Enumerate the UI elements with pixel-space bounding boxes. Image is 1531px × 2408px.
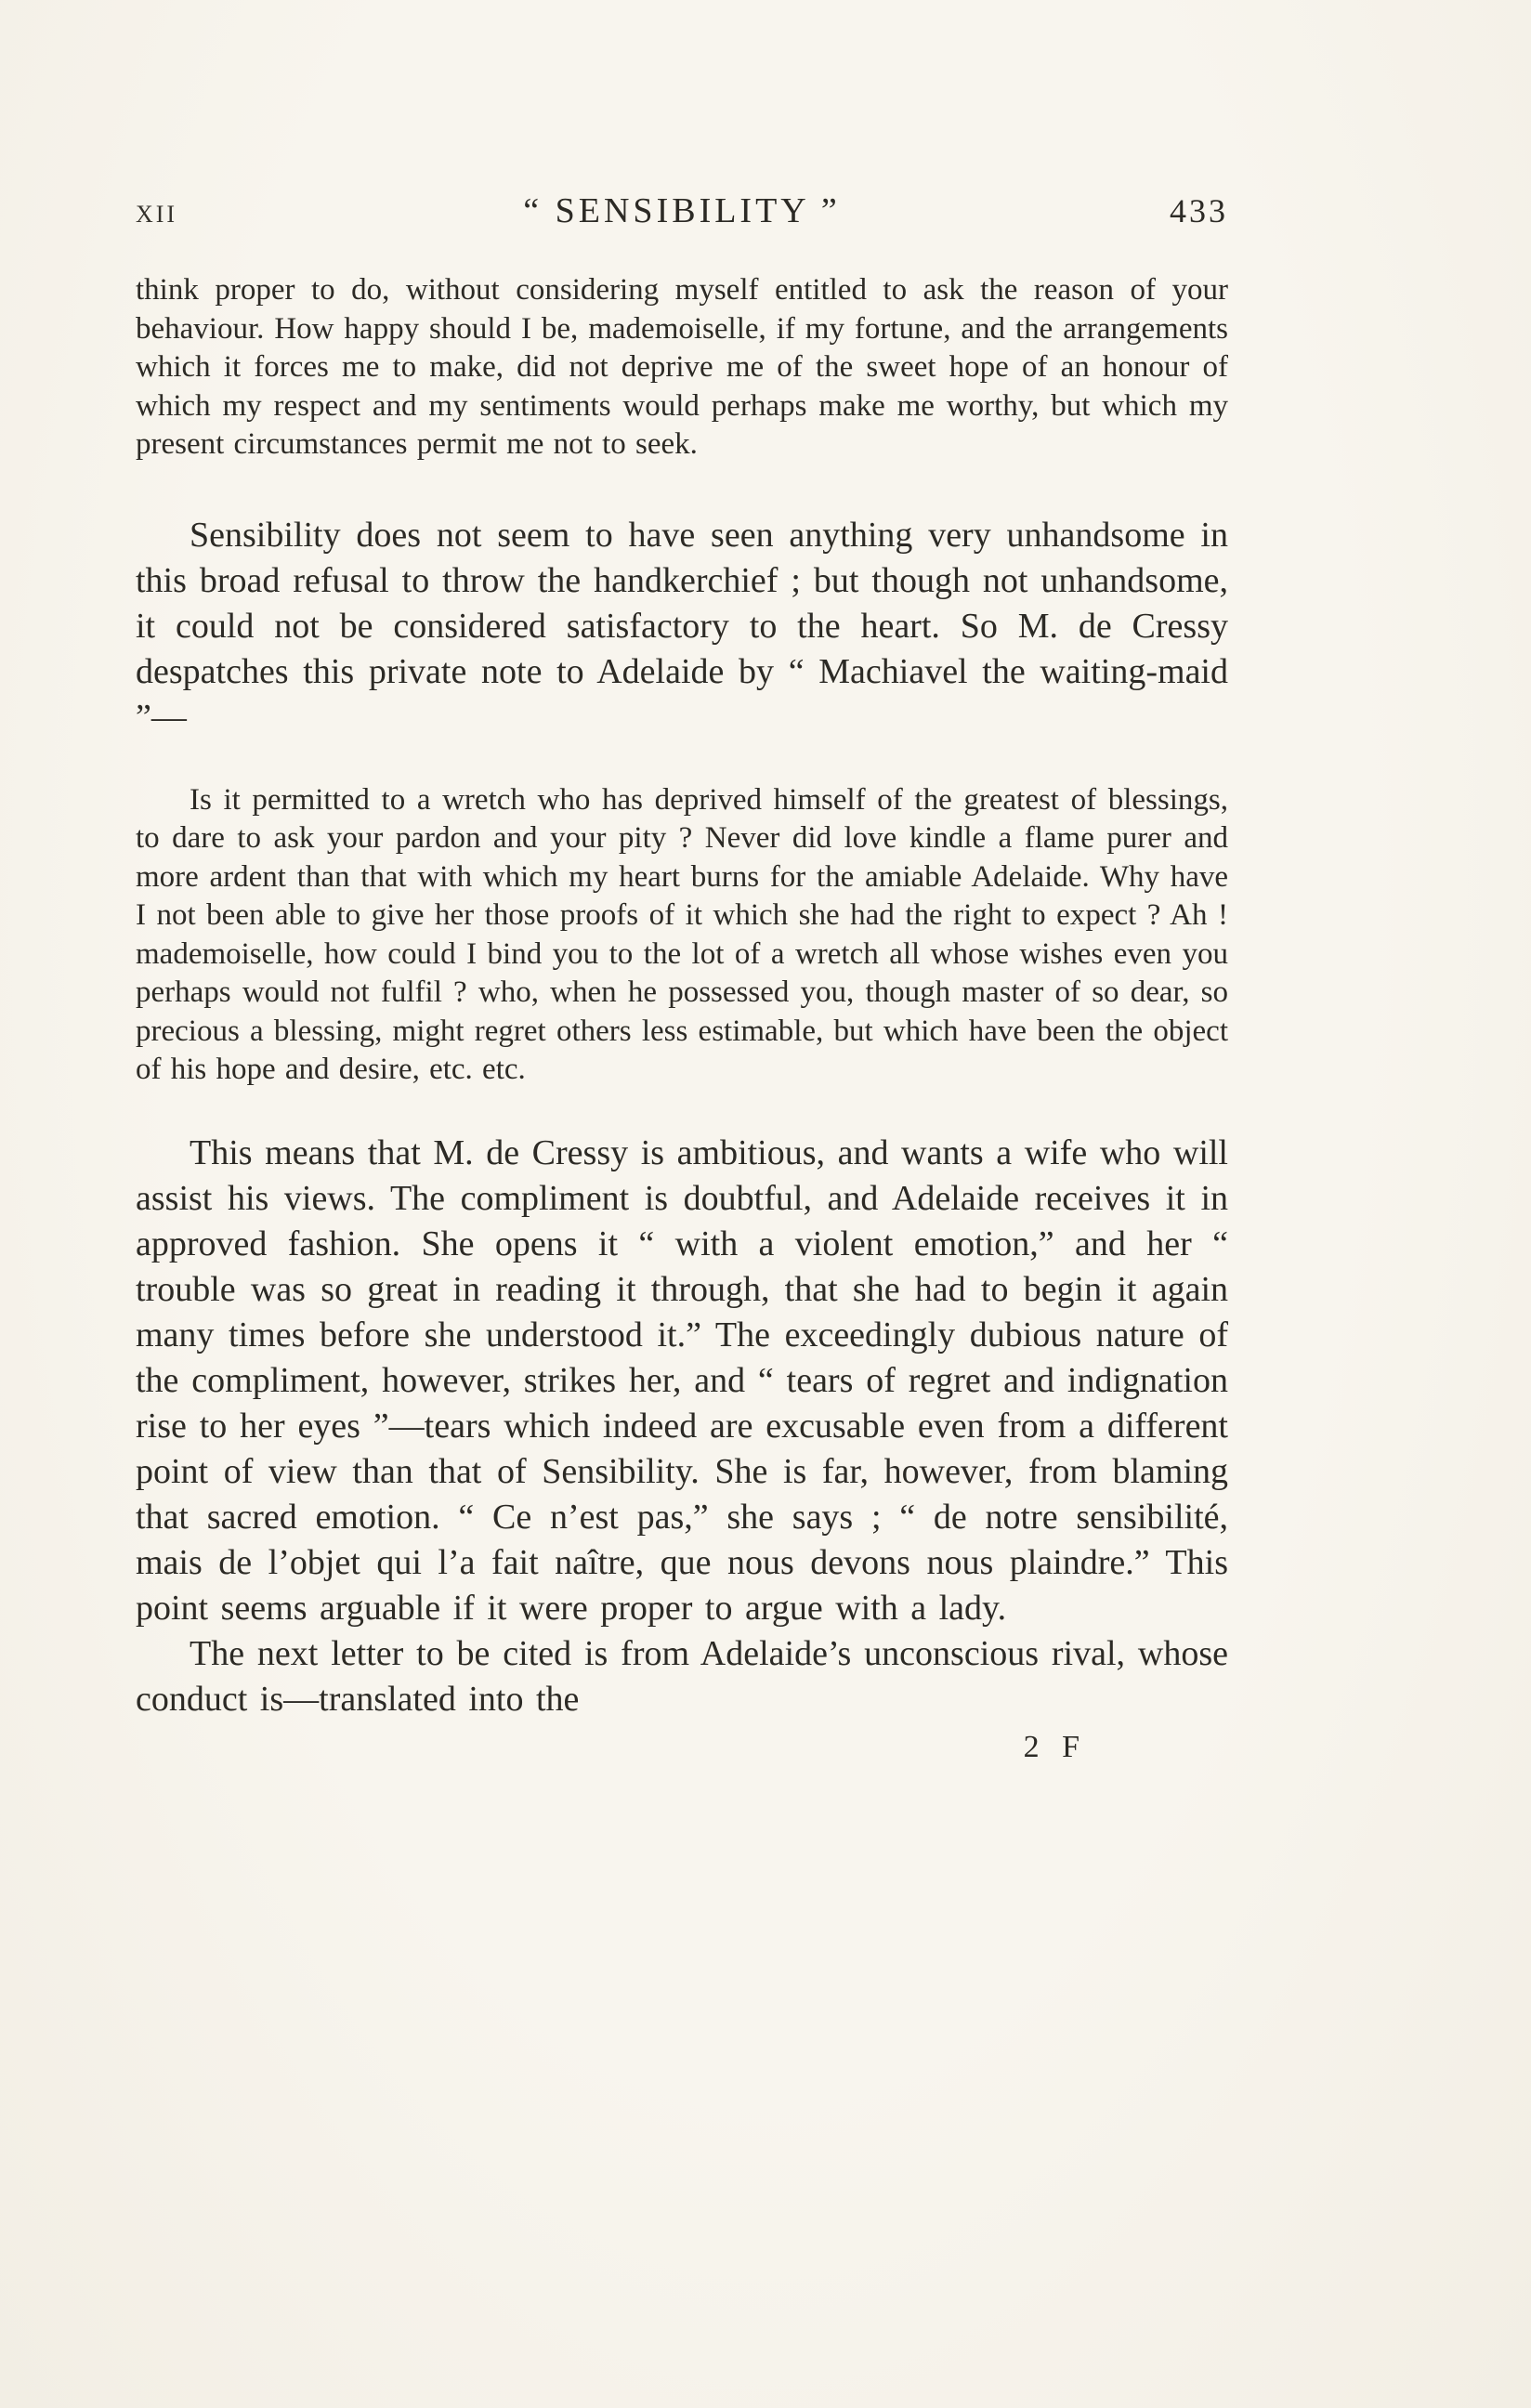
running-title: “ SENSIBILITY ”	[523, 191, 841, 230]
paragraph-body-3: The next letter to be cited is from Adelaide’s unconscious rival, whose conduct is—translated into the	[136, 1633, 1228, 1719]
paragraph-body-2: This means that M. de Cressy is ambitious, and wants a wife who will assist his views. The compliment is doubtful, and Adelaide receives it in approved fashion. She opens it “ with a violent emotion,” and her “ trouble was so great in reading it through, that she had to begin it again many times before she understood it.” The exceedingly dubious nature of the compliment, however, strikes her, and “ tears of regret and indignation rise to her eyes ”—tears which indeed are excusable even from a different point of view than that of Sensibility. She is far, however, from blaming that sacred emotion. “ Ce n’est pas,” she says ; “ de notre sensibilité, mais de l’objet qui l’a fait naître, que nous devons nous plaindre.” This point seems arguable if it were proper to argue with a lady.	[136, 1132, 1228, 1628]
printer-signature: 2 F	[1023, 1729, 1087, 1764]
paragraph-block-quote: Is it permitted to a wretch who has deprived himself of the greatest of blessings, to dare to ask your pardon and your pity ? Never did love kindle a flame purer and more ardent than that with which my heart burns for the amiable Adelaide. Why have I not been able to give her those proofs of it which she had the right to expect ? Ah ! mademoiselle, how could I bind you to the lot of a wretch all whose wishes even you perhaps would not fulfil ? who, when he possessed you, though master of so dear, so precious a blessing, might regret others less estimable, but which have been the object of his hope and desire, etc. etc.	[136, 782, 1228, 1086]
page-number: 433	[1170, 192, 1228, 229]
text-block	[136, 271, 1228, 1765]
paragraph-body-1: Sensibility does not seem to have seen anything very unhandsome in this broad refusal to throw the handkerchief ; but though not unhandsome, it could not be considered satisfactory to the heart. So M. de Cressy despatches this private note to Adelaide by “ Machiavel the waiting-maid ”—	[136, 515, 1228, 737]
paragraph-quote-continuation: think proper to do, without considering myself entitled to ask the reason of your behaviour. How happy should I be, mademoiselle, if my fortune, and the arrangements which it forces me to make, did not deprive me of the sweet hope of an honour of which my respect and my sentiments would perhaps make me worthy, but which my present circumstances permit me not to seek.	[136, 273, 1228, 461]
chapter-number: XII	[136, 201, 178, 228]
running-head	[136, 190, 1228, 231]
